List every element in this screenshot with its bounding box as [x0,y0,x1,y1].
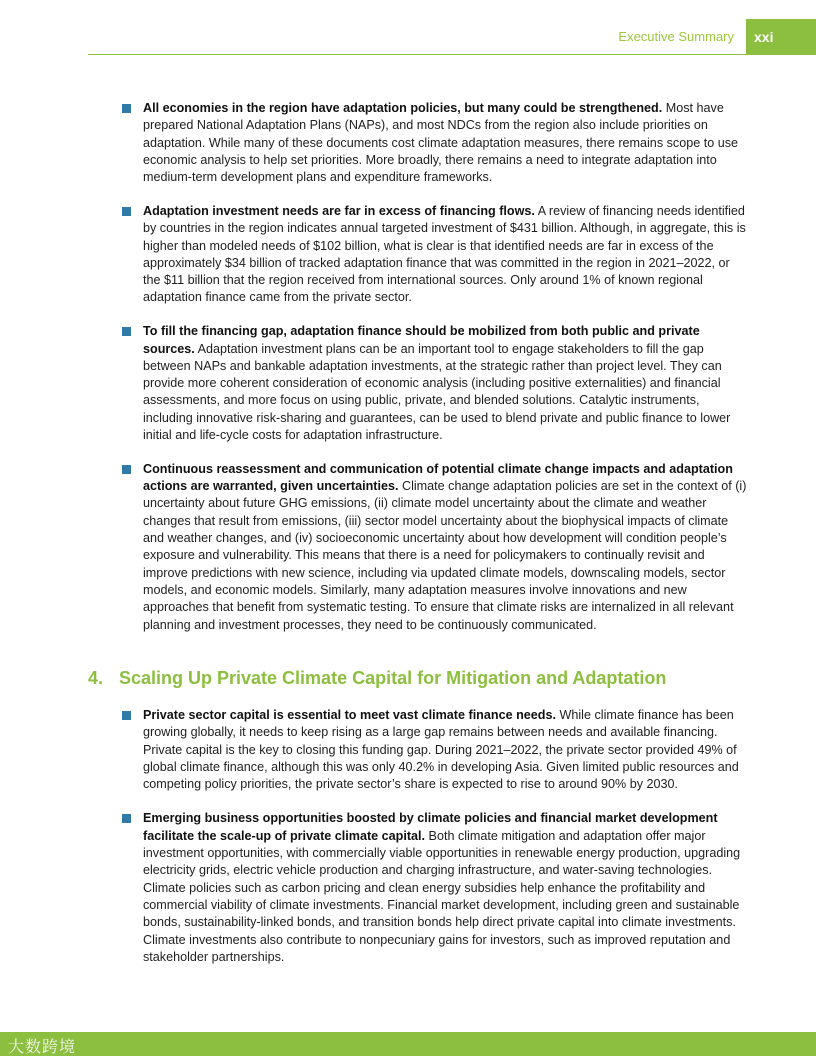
section-heading [88,668,666,689]
footer-bar [0,1032,816,1056]
list-item [122,100,750,186]
section-bullet-list [122,707,750,983]
list-item [122,810,750,966]
square-bullet-icon [122,327,131,336]
bullet-lead: Adaptation investment needs are far in excess of financing flows. [143,203,535,218]
bullet-lead: To fill the financing gap, adaptation finance should be mobilized from both public and private sources. [143,324,700,356]
running-header-title: Executive Summary [618,29,734,44]
bullet-lead: Private sector capital is essential to meet vast climate finance needs. [143,708,556,722]
page-number-tab [746,19,816,55]
section-title: Scaling Up Private Climate Capital for Mitigation and Adaptation [119,668,667,688]
square-bullet-icon [122,711,131,720]
square-bullet-icon [122,814,131,823]
bullet-lead: Continuous reassessment and communication of potential climate change impacts and adaptation actions are warranted, given uncertainties. [143,461,733,494]
list-item [122,707,750,793]
bullet-body: Most have prepared National Adaptation Plans (NAPs), and most NDCs from the region also include priorities on adaptation. While many of these documents cost climate adaptation measures, there remains scope to use economic analysis to help set priorities. More broadly, there remains a need to integrate adaptation into medium-term development plans and expenditure frameworks. [143,101,739,185]
page-number: xxi [754,29,774,45]
summary-bullet-list [122,100,750,650]
header-divider [88,54,746,55]
square-bullet-icon [122,465,131,474]
bullet-body: Both climate mitigation and adaptation offer major investment opportunities, with commercially viable opportunities in renewable energy production, upgrading electricity grids, electric vehicle production and charging infrastructure, and water-saving technologies. Climate policies such as carbon pricing and clean energy subsidies help enhance the profitability and commercial viability of climate investments. Financial market development, including green and sustainable bonds, sustainability-linked bonds, and transition bonds help direct private capital into climate investments. Climate investments also contribute to nonpecuniary gains for investors, such as improved reputation and stakeholder partnerships. [143,828,741,964]
watermark-text: 大数跨境 [8,1037,77,1056]
bullet-lead: All economies in the region have adaptation policies, but many could be strengthened. [143,101,663,115]
section-number: 4. [88,668,104,688]
bullet-body: A review of financing needs identified by countries in the region indicates annual targeted investment of $431 billion. Although, in aggregate, this is higher than modeled needs of $102 billion, what is clear is that identified needs are far in excess of the approximately $34 billion of tracked adaptation finance that was committed in the region in 2021–2022, or the $11 billion that the region received from international sources. Only around 1% of known regional adaptation finance came from the private sector. [143,203,746,305]
bullet-lead: Emerging business opportunities boosted by climate policies and financial market development facilitate the scale-up of private climate capital. [143,811,718,843]
bullet-body: Climate change adaptation policies are set in the context of (i) uncertainty about future GHG emissions, (ii) climate model uncertainty about the climate and weather changes that result from emissions, (iii) sector model uncertainty about the biophysical impacts of climate and weather changes, and (iv) socioeconomic uncertainty about how development will condition people’s exposure and vulnerability. This means that there is a need for policymakers to continually revisit and improve predictions with new science, including via updated climate models, downscaling models, sector models, and economic models. Similarly, many adaptation measures involve innovations and new approaches that benefit from systematic testing. To ensure that climate risks are internalized in all relevant planning and investment processes, they need to be continuously communicated. [143,479,747,632]
list-item [122,323,750,444]
list-item [122,203,750,307]
bullet-body: While climate finance has been growing globally, it needs to keep rising as a large gap remains between needs and available financing. Private capital is the key to closing this funding gap. During 2021–2022, the private sector provided 49% of global climate finance, although this was only 40.2% in developing Asia. Given limited public resources and competing policy priorities, the private sector’s share is expected to rise to around 90% by 2030. [143,708,739,792]
bullet-body: Adaptation investment plans can be an important tool to engage stakeholders to fill the gap between NAPs and bankable adaptation investments, at the strategic rather than project level. They can provide more coherent consideration of economic analysis (including positive externalities) and financial assessments, and more focus on using public, private, and blended solutions. Catalytic instruments, including innovative risk-sharing and guarantees, can be used to blend private and public finance to lower initial and life-cycle costs for adaptation infrastructure. [143,341,731,443]
square-bullet-icon [122,104,131,113]
square-bullet-icon [122,207,131,216]
list-item [122,461,750,634]
